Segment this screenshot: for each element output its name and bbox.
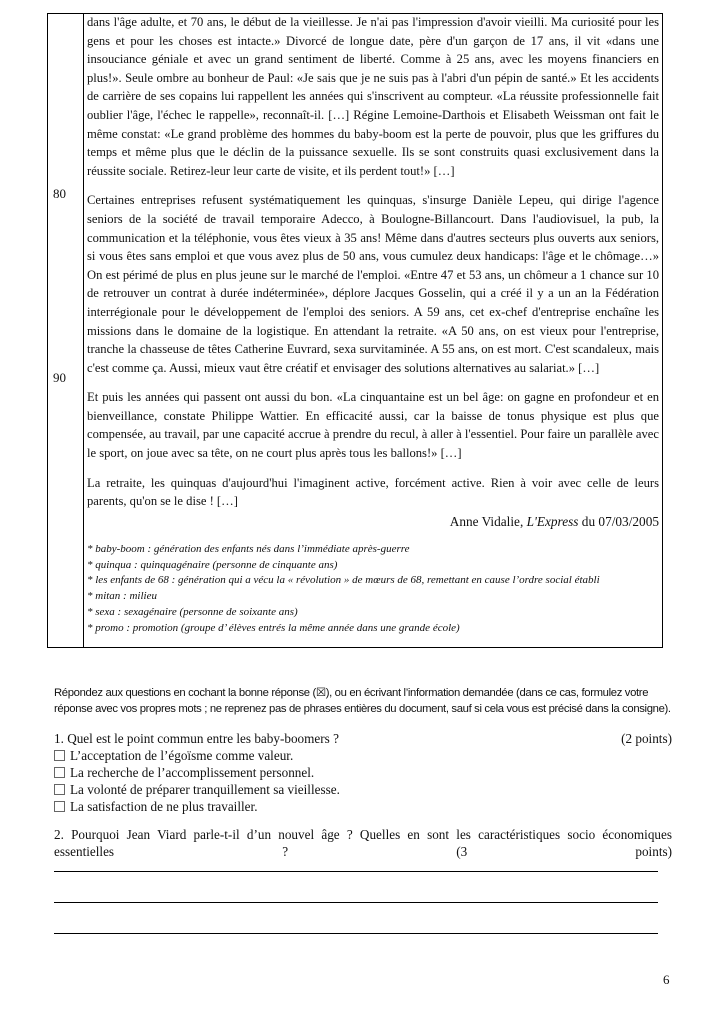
question-2 bbox=[54, 826, 672, 860]
glossary-note: * mitan : milieu bbox=[87, 590, 157, 603]
checkbox-icon[interactable] bbox=[54, 784, 65, 795]
answer-line[interactable] bbox=[54, 902, 658, 903]
glossary-note: * promo : promotion (groupe d’ élèves entrés la même année dans une grande école) bbox=[87, 621, 460, 634]
glossary-note: * sexa : sexagénaire (personne de soixante ans) bbox=[87, 606, 298, 619]
question-1-option-3[interactable]: La volonté de préparer tranquillement sa vieillesse. bbox=[54, 781, 672, 798]
question-2-text: 2. Pourquoi Jean Viard parle-t-il d’un nouvel âge ? Quelles en sont les caractéristiques socio économiques essentielles ? bbox=[54, 827, 672, 859]
article-paragraph: La retraite, les quinquas d'aujourd'hui l'imaginent active, forcément active. Rien à voir avec celle de leurs parents, qu'on se le dise ! […] bbox=[87, 475, 659, 509]
glossary-note: * baby-boom : génération des enfants nés dans l’immédiate après-guerre bbox=[87, 542, 410, 555]
article-signature bbox=[87, 513, 659, 531]
article-paragraph: dans l'âge adulte, et 70 ans, le début de la vieillesse. Je n'ai pas l'impression d'avoir vieilli. Ma curiosité pour les gens et pour les choses est intacte.» Divorcé de longue date, père d'un garçon de 17 ans, il vit «dans une insouciance géniale et avec un grand sentiment de liberté. Comme à 25 ans, avec les moyens financiers en plus!». Seule ombre au bonheur de Paul: «Je sais que je ne suis pas à l'abri d'un pépin de santé.» Et les accidents de carrière de ses copains lui rappellent les années qui s'inscrivent au compteur. «La réussite professionnelle fait oublier l'âge, l'échec le rappelle», reconnaît-il. […] Régine Lemoine-Darthois et Elisabeth Weissman ont fait le même constat: «Le grand problème des hommes du baby-boom est la perte de pouvoir, plus que les griffures du temps et même plus que le déclin de la puissance sexuelle. Ils se sont construits quasi exclusivement dans la réussite sociale. Retirez-leur leur carte de visite, et ils perdent tout!» […] bbox=[87, 15, 659, 178]
line-number-80: 80 bbox=[53, 186, 66, 201]
signature-date: du 07/03/2005 bbox=[581, 513, 659, 529]
article-paragraph: Certaines entreprises refusent systématiquement les quinquas, s'insurge Danièle Lepeu, qui dirige l'agence seniors de la société de travail temporaire Adecco, à Boulogne-Billancourt. Dans l'audiovisuel, la pub, la communication et la téléphonie, vous êtes vieux à 35 ans! Même dans d'autres secteurs plus ouverts aux seniors, si vous êtes sans emploi et que vous avez plus de 50 ans, vous cumulez deux handicaps: l'âge et le chômage…» On est périmé de plus en plus jeune sur le marché de l'emploi. «Entre 47 et 53 ans, un chômeur a 1 chance sur 10 de retrouver un contrat à durée indéterminée», déplore Jacques Gosselin, qui a créé il y a un an la Fédération interrégionale pour le développement de l'emploi des seniors. A 59 ans, cet ex-chef d'entreprise enchaîne les missions dans le domaine de la logistique. En attendant la retraite. «A 50 ans, on est vieux pour l'entreprise, tranche la chasseuse de têtes Catherine Euvrard, sexa survitaminée. A 55 ans, on est mort. C'est scandaleux, mais c'est comme ça. Aussi, mieux vaut être créatif et envisager des solutions alternatives au salariat.» […] bbox=[87, 193, 659, 375]
question-1-option-2[interactable]: La recherche de l’accomplissement personnel. bbox=[54, 764, 672, 781]
exercise-instructions: Répondez aux questions en cochant la bonne réponse (☒), ou en écrivant l’information demandée (dans ce cas, formulez votre réponse avec vos propres mots ; ne reprenez pas de phrases entières du document, sauf si cela vous est précisé dans la consigne). bbox=[54, 687, 671, 715]
question-1-text: 1. Quel est le point commun entre les baby-boomers ? bbox=[54, 731, 339, 746]
answer-line[interactable] bbox=[54, 871, 658, 872]
question-1-option-1[interactable]: L’acceptation de l’égoïsme comme valeur. bbox=[54, 747, 672, 764]
question-1 bbox=[54, 730, 672, 815]
article-frame bbox=[47, 13, 663, 648]
glossary-note: * les enfants de 68 : génération qui a vécu la « révolution » de mœurs de 68, remettant en cause l’ordre social établi bbox=[87, 574, 600, 587]
article-text bbox=[87, 14, 659, 637]
article-paragraph: Et puis les années qui passent ont aussi du bon. «La cinquantaine est un bel âge: on gagne en profondeur et en bienveillance, constate Philippe Wattier. En efficacité aussi, car la baisse de tonus physique est plus que compensée, au travail, par une capacité accrue à prendre du recul, à aller à l'essentiel. Pour faire un parallèle avec le sport, on joue avec sa tête, on ne court plus après tous les ballons!» […] bbox=[87, 390, 659, 461]
answer-line[interactable] bbox=[54, 933, 658, 934]
glossary-note: * quinqua : quinquagénaire (personne de cinquante ans) bbox=[87, 558, 338, 571]
checkbox-icon[interactable] bbox=[54, 750, 65, 761]
page-number: 6 bbox=[663, 972, 670, 987]
signature-publication: L'Express bbox=[526, 513, 579, 529]
line-number-90: 90 bbox=[53, 370, 66, 385]
line-number-gutter bbox=[48, 14, 84, 647]
glossary-notes bbox=[87, 542, 659, 637]
checkbox-icon[interactable] bbox=[54, 767, 65, 778]
question-1-points: (2 points) bbox=[621, 731, 672, 746]
question-1-option-4[interactable]: La satisfaction de ne plus travailler. bbox=[54, 798, 672, 815]
checkbox-icon[interactable] bbox=[54, 801, 65, 812]
signature-author: Anne Vidalie, bbox=[449, 513, 524, 529]
question-2-points: (3 points) bbox=[456, 844, 673, 859]
